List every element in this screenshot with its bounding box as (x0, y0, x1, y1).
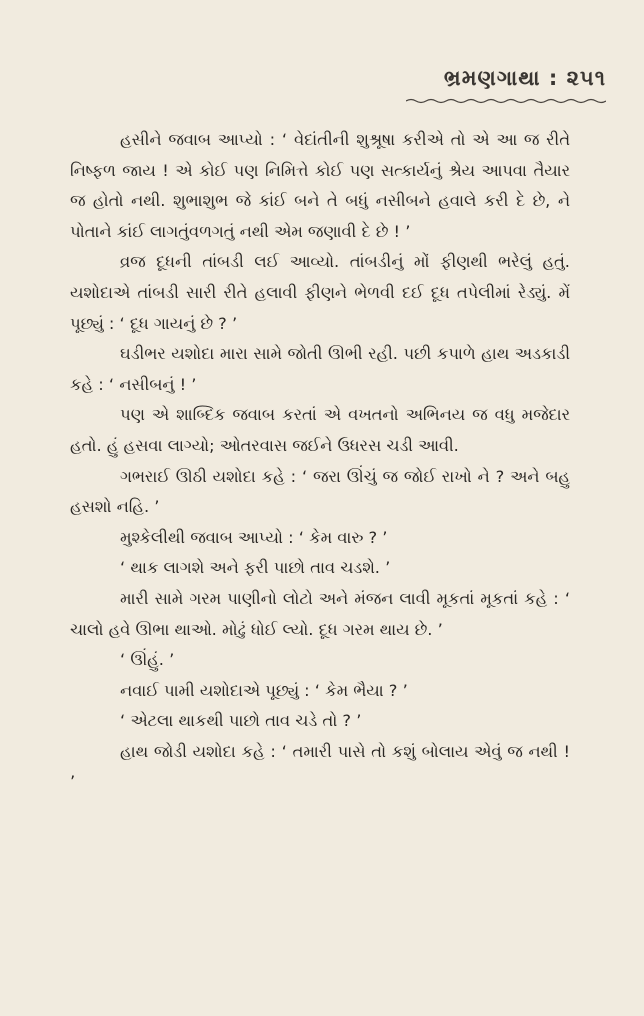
paragraph: હસીને જવાબ આપ્યો : ‘ વેદાંતીની શુશ્રૂષા કરીએ તો એ આ જ રીતે નિષ્ફળ જાય ! એ કોઈ પણ નિમિત્તે કોઈ પણ સત્કાર્યનું શ્રેય આપવા તૈયાર જ હોતો નથી. શુભાશુભ જે કાંઈ બને તે બધું નસીબને હવાલે કરી દે છે, ને પોતાને કાંઈ લાગતુંવળગતું નથી એમ જણાવી દે છે ! ’ (70, 130, 570, 241)
paragraph: પણ એ શાબ્દિક જવાબ કરતાં એ વખતનો અભિનય જ વધુ મજેદાર હતો. હું હસવા લાગ્યો; ઓતરવાસ જઈને ઉધરસ ચડી આવી. (70, 405, 570, 455)
body-text (70, 125, 570, 798)
paragraph: વ્રજ દૂધની તાંબડી લઈ આવ્યો. તાંબડીનું મોં ફીણથી ભરેલું હતું. યશોદાએ તાંબડી સારી રીતે હલાવી ફીણને ભેળવી દઈ દૂધ તપેલીમાં રેડ્યું. મેં પૂછ્યું : ‘ દૂધ ગાયનું છે ? ’ (70, 252, 570, 333)
paragraph: ‘ ઊંહું. ’ (120, 650, 175, 670)
paragraph: ઘડીભર યશોદા મારા સામે જોતી ઊભી રહી. પછી કપાળે હાથ અડકાડી કહે : ‘ નસીબનું ! ’ (70, 344, 570, 394)
paragraph: ગભરાઈ ઊઠી યશોદા કહે : ‘ જરા ઊંચું જ જોઈ રાખો ને ? અને બહુ હસશો નહિ. ’ (70, 466, 570, 517)
paragraph: મુશ્કેલીથી જવાબ આપ્યો : ‘ કેમ વારુ ? ’ (120, 527, 388, 547)
paragraph: ‘ એટલા થાકથી પાછો તાવ ચડે તો ? ’ (120, 711, 362, 731)
paragraph: નવાઈ પામી યશોદાએ પૂછ્યું : ‘ કેમ ભૈયા ? ’ (120, 680, 408, 700)
running-header: ભ્રમણગાથા : ૨૫૧ (443, 66, 606, 90)
paragraph: હાથ જોડી યશોદા કહે : ‘ તમારી પાસે તો કશું બોલાય એવું જ નથી ! ’ (70, 741, 570, 792)
paragraph: ‘ થાક લાગશે અને ફરી પાછો તાવ ચડશે. ’ (120, 558, 391, 578)
header-wavy-rule (406, 98, 606, 104)
paragraph: મારી સામે ગરમ પાણીનો લોટો અને મંજન લાવી મૂકતાં મૂકતાં કહે : ‘ ચાલો હવે ઊભા થાઓ. મોઢું ધોઈ લ્યો. દૂધ ગરમ થાય છે. ’ (70, 588, 570, 639)
